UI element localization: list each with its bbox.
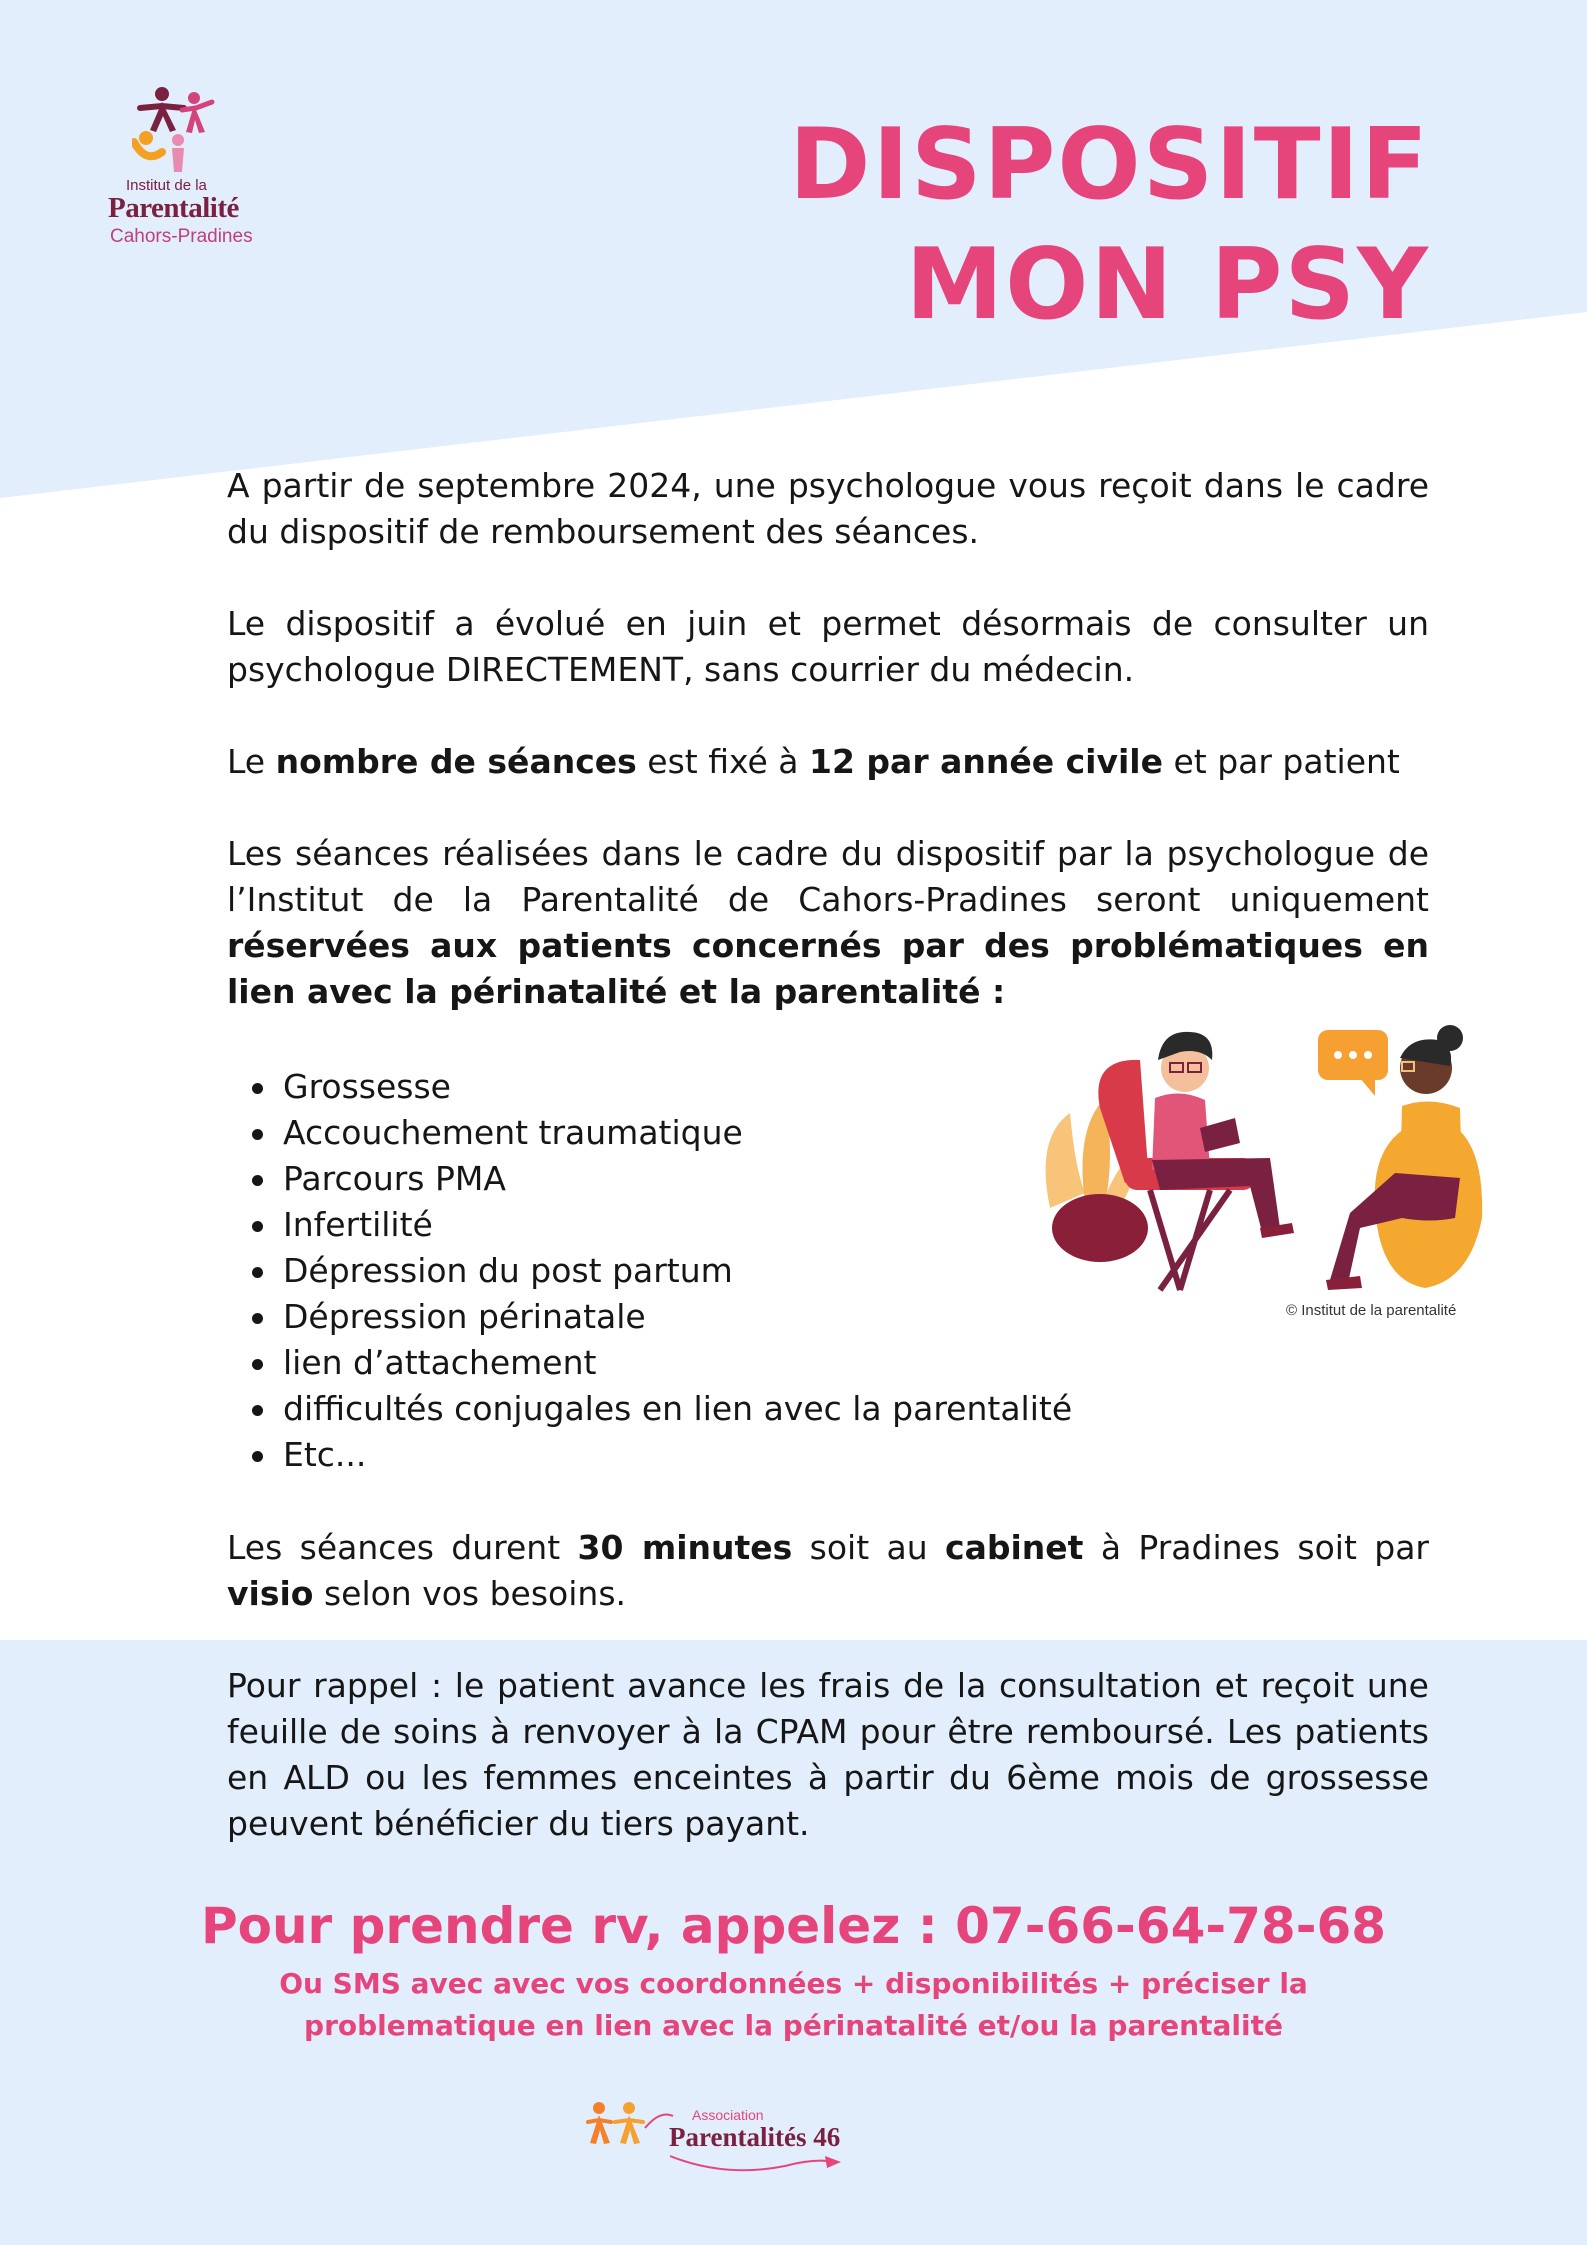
sms-instructions-line1: Ou SMS avec avec vos coordonnées + disponibilités + préciser la (279, 1967, 1308, 2000)
paragraph-evolution: Le dispositif a évolué en juin et permet désormais de consulter un psychologue DIRECTEMENT, sans courrier du médecin. (227, 604, 1429, 689)
list-item: difficultés conjugales en lien avec la parentalité (250, 1386, 1072, 1432)
family-figures-icon (132, 82, 232, 177)
session-count-label: nombre de séances (275, 742, 637, 781)
logo-text-line2: Parentalité (108, 192, 239, 224)
duration-value: 30 minutes (577, 1528, 793, 1567)
list-item: Dépression du post partum (250, 1248, 1072, 1294)
paragraph-eligibility: Les séances réalisées dans le cadre du dispositif par la psychologue de l’Institut de la Parentalité de Cahors-Pradines seront uniquement réservées aux patients concernés par des problématiques en lien avec la périnatalité et la parentalité : (227, 834, 1429, 1011)
eligibility-emphasis: réservées aux patients concernés par des problématiques en lien avec la périnatalité et la parentalité : (227, 926, 1429, 1011)
list-item: Etc... (250, 1432, 1072, 1478)
association-figures-icon (585, 2098, 675, 2168)
institut-logo (100, 82, 280, 252)
paragraph-intro: A partir de septembre 2024, une psychologue vous reçoit dans le cadre du dispositif de remboursement des séances. (227, 466, 1429, 551)
cabinet-label: cabinet (945, 1528, 1084, 1567)
page-title (789, 105, 1430, 345)
list-item: Dépression périnatale (250, 1294, 1072, 1340)
sms-instructions (0, 1963, 1587, 2047)
title-line2: MON PSY (905, 228, 1430, 342)
appointment-phone-line: Pour prendre rv, appelez : 07-66-64-78-68 (200, 1897, 1387, 1955)
visio-label: visio (227, 1574, 314, 1613)
list-item: Accouchement traumatique (250, 1110, 1072, 1156)
list-item: Infertilité (250, 1202, 1072, 1248)
main-content (227, 463, 1429, 1015)
session-count-value: 12 par année civile (809, 742, 1163, 781)
list-item: Grossesse (250, 1064, 1072, 1110)
paragraph-reminder: Pour rappel : le patient avance les frais de la consultation et reçoit une feuille de soins à renvoyer à la CPAM pour être remboursé. Les patients en ALD ou les femmes enceintes à partir du 6ème mois de grossesse peuvent bénéficier du tiers payant. (227, 1666, 1429, 1843)
swirl-decoration-icon (665, 2148, 865, 2178)
therapy-session-illustration (1030, 1018, 1490, 1323)
list-item: lien d’attachement (250, 1340, 1072, 1386)
logo-text-line3: Cahors-Pradines (110, 226, 253, 247)
problematics-list (250, 1064, 1072, 1478)
sms-instructions-line2: problematique en lien avec la périnatalité et/ou la parentalité (304, 2009, 1283, 2042)
paragraph-duration: Les séances durent 30 minutes soit au cabinet à Pradines soit par visio selon vos besoins. (227, 1528, 1429, 1613)
logo-text-line1: Institut de la (126, 177, 207, 194)
association-small-text: Association (692, 2107, 764, 2123)
association-name: Parentalités 46 (669, 2122, 841, 2152)
association-logo (585, 2090, 865, 2170)
title-line1: DISPOSITIF (789, 108, 1430, 222)
list-item: Parcours PMA (250, 1156, 1072, 1202)
paragraph-session-count: Le nombre de séances est fixé à 12 par année civile et par patient (227, 742, 1400, 781)
illustration-credit: © Institut de la parentalité (1286, 1302, 1457, 1319)
